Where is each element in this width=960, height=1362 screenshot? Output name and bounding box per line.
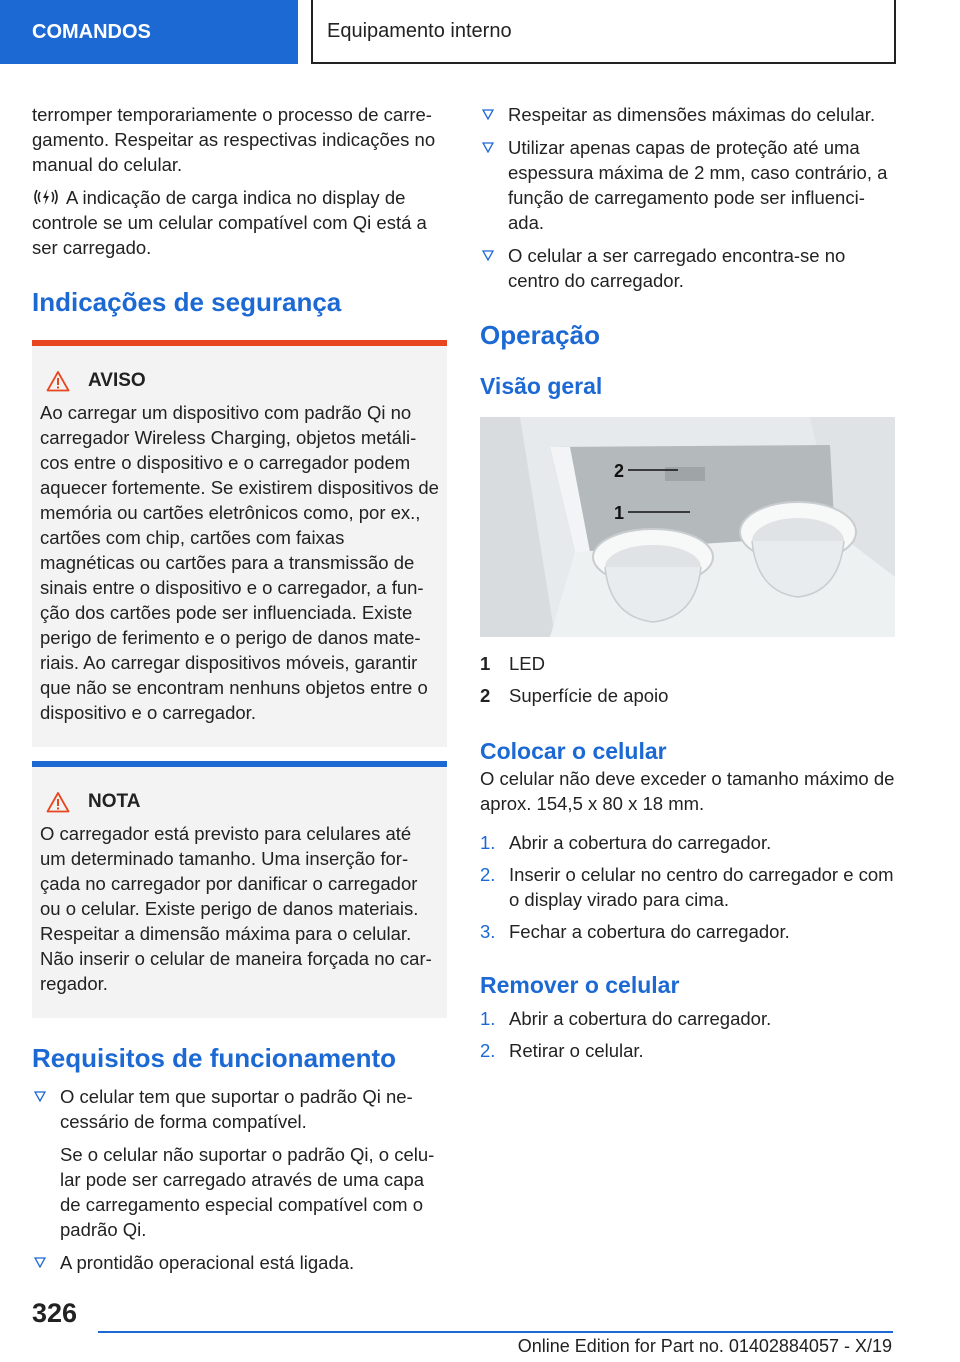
list-item: [480, 102, 895, 127]
list-item: [480, 243, 895, 293]
list-item: [480, 862, 895, 912]
step-number: 1.: [480, 832, 496, 853]
photo-label-2: 2: [614, 461, 625, 481]
warning-triangle-icon: [46, 370, 70, 392]
header-subsection: [311, 0, 896, 64]
step-number: 2.: [480, 1040, 496, 1061]
warning-text: Ao carregar um dispositivo com padrão Qi no carregador Wireless Charging, objetos metáli-cos entre o dispositivo e o carregador podem aquecer fortemente. Se existirem dispositivos de memória ou cartões eletrônicos como, por ex., cartões com chip, cartões com faixas magnéticas ou cartões para a transmissão de sinais entre o dispositivo e o carregador, a fun-ção dos cartões pode ser influenciada. Existe perigo de ferimento e o perigo de danos mate-riais. Ao carregar dispositivos móveis, garantir que não se encontram nenhuns objetos entre o dispositivo e o carregador.: [40, 402, 439, 723]
footer-edition: Online Edition for Part no. 01402884057 - X/19: [517, 1336, 892, 1356]
requirement-text: O celular tem que suportar o padrão Qi ne-cessário de forma compatível.: [60, 1086, 413, 1132]
bullet-text: O celular a ser carregado encontra-se no centro do carregador.: [508, 245, 846, 291]
step-text: Retirar o celular.: [509, 1040, 644, 1061]
bullet-text: Respeitar as dimensões máximas do celular.: [508, 104, 876, 125]
step-number: 1.: [480, 1008, 496, 1029]
list-item: [32, 1084, 447, 1242]
note-title: [40, 791, 439, 813]
triangle-bullet-icon: [34, 1257, 46, 1268]
legend-text: LED: [509, 653, 545, 674]
remove-steps: [480, 1006, 895, 1063]
intro-paragraph: terromper temporariamente o processo de carre-gamento. Respeitar as respectivas indicações no manual do celular.: [32, 104, 436, 175]
list-item: [32, 1250, 447, 1275]
requirements-heading: Requisitos de funcionamento: [32, 1043, 397, 1073]
list-item: [480, 1006, 895, 1031]
note-text: O carregador está previsto para celulares até um determinado tamanho. Uma inserção for-çada no carregador por danificar o carregador ou o celular. Existe perigo de danos materiais. Respeitar a dimensão máxima para o celular. Não inserir o celular de maneira forçada no car-regador.: [40, 823, 432, 994]
wireless-charging-icon: [32, 187, 60, 207]
charge-indicator-paragraph: [32, 185, 447, 260]
warning-title: [40, 370, 439, 392]
triangle-bullet-icon: [34, 1091, 46, 1102]
caution-triangle-icon: [46, 791, 70, 813]
step-number: 3.: [480, 921, 496, 942]
bullet-text: Utilizar apenas capas de proteção até uma espessura máxima de 2 mm, caso contrário, a função de carregamento pode ser influenci-ada.: [508, 137, 888, 233]
step-number: 2.: [480, 864, 496, 885]
photo-label-1: 1: [614, 503, 625, 523]
list-item: [480, 919, 895, 944]
warning-box: [32, 340, 447, 747]
requirement-subtext: Se o celular não suportar o padrão Qi, o celu-lar pode ser carregado através de uma capa de carregamento especial compatível com o padrão Qi.: [60, 1144, 435, 1240]
list-item: [480, 830, 895, 855]
safety-heading: Indicações de segurança: [32, 287, 342, 317]
step-text: Abrir a cobertura do carregador.: [509, 1008, 772, 1029]
legend-text: Superfície de apoio: [509, 685, 669, 706]
photo-legend: [480, 651, 895, 708]
header-subsection-label: Equipamento interno: [327, 19, 512, 42]
header-section-tab: [0, 0, 298, 64]
list-item: [480, 651, 895, 676]
overview-heading: Visão geral: [480, 373, 603, 399]
charge-indicator-text: A indicação de carga indica no display de controle se um celular compatível com Qi está a ser carregado.: [32, 187, 427, 258]
list-item: [480, 683, 895, 708]
triangle-bullet-icon: [482, 250, 494, 261]
charger-photo: [480, 417, 895, 637]
warning-title-text: AVISO: [88, 370, 146, 391]
requirements-list: [32, 1084, 447, 1275]
note-title-text: NOTA: [88, 791, 141, 812]
page-number: 326: [32, 1298, 78, 1328]
footer-divider: [98, 1331, 893, 1333]
place-steps: [480, 830, 895, 944]
remove-phone-heading: Remover o celular: [480, 972, 680, 998]
triangle-bullet-icon: [482, 109, 494, 120]
place-phone-heading: Colocar o celular: [480, 738, 667, 764]
header-section-label: COMANDOS: [32, 20, 151, 43]
legend-number: 1: [480, 653, 491, 674]
left-column: [32, 102, 447, 1283]
step-text: Inserir o celular no centro do carregador e com o display virado para cima.: [509, 864, 894, 910]
requirement-text: A prontidão operacional está ligada.: [60, 1252, 355, 1273]
list-item: [480, 135, 895, 235]
legend-number: 2: [480, 685, 491, 706]
note-box: [32, 761, 447, 1018]
place-phone-text: O celular não deve exceder o tamanho máximo de aprox. 154,5 x 80 x 18 mm.: [480, 768, 895, 814]
right-column: [480, 102, 895, 1070]
step-text: Abrir a cobertura do carregador.: [509, 832, 772, 853]
list-item: [480, 1038, 895, 1063]
step-text: Fechar a cobertura do carregador.: [509, 921, 790, 942]
requirements-list-continued: [480, 102, 895, 293]
operation-heading: Operação: [480, 320, 600, 350]
triangle-bullet-icon: [482, 142, 494, 153]
